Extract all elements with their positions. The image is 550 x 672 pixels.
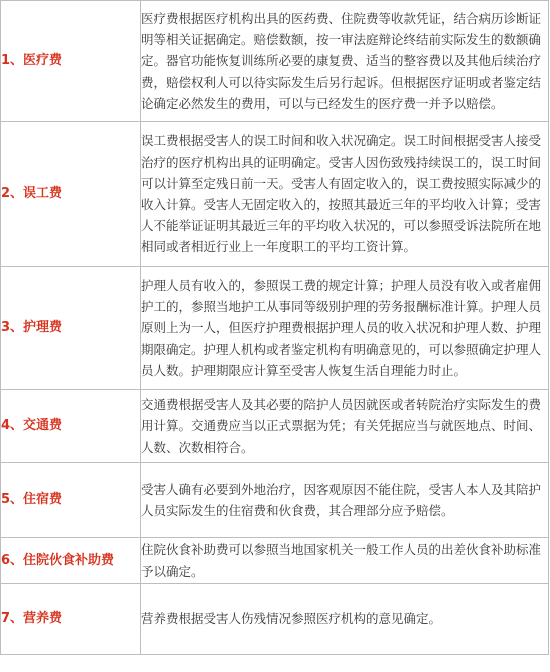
item-description-cell: 营养费根据受害人伤残情况参照医疗机构的意见确定。: [141, 584, 549, 655]
item-description-cell: 住院伙食补助费可以参照当地国家机关一般工作人员的出差伙食补助标准予以确定。: [141, 538, 549, 584]
item-name-cell: 1、医疗费: [1, 1, 141, 122]
item-name-cell: 3、护理费: [1, 267, 141, 390]
table-row-lost-wages: [1, 122, 549, 267]
item-description-cell: 护理人员有收入的，参照误工费的规定计算；护理人员没有收入或者雇佣护工的，参照当地护工从事同等级别护理的劳务报酬标准计算。护理人员原则上为一人，但医疗护理费根据护理人员的收入状况和护理人数、护理期限确定。护理人机构或者鉴定机构有明确意见的，可以参照确定护理人员人数。护理期限应计算至受害人恢复生活自理能力时止。: [141, 267, 549, 390]
table-row-transport-expenses: [1, 390, 549, 463]
item-name-cell: 7、营养费: [1, 584, 141, 655]
item-name-cell: 6、住院伙食补助费: [1, 538, 141, 584]
item-name-cell: 4、交通费: [1, 390, 141, 463]
table-row-lodging-expenses: [1, 463, 549, 538]
table-row-medical-expenses: [1, 1, 549, 122]
item-description-cell: 交通费根据受害人及其必要的陪护人员因就医或者转院治疗实际发生的费用计算。交通费应当以正式票据为凭；有关凭据应当与就医地点、时间、人数、次数相符合。: [141, 390, 549, 463]
item-name-cell: 2、误工费: [1, 122, 141, 267]
item-description-cell: 医疗费根据医疗机构出具的医药费、住院费等收款凭证，结合病历诊断证明等相关证据确定。赔偿数额，按一审法庭辩论终结前实际发生的数额确定。器官功能恢复训练所必要的康复费、适当的整容费以及其他后续治疗费，赔偿权利人可以待实际发生后另行起诉。但根据医疗证明或者鉴定结论确定必然发生的费用，可以与已经发生的医疗费一并予以赔偿。: [141, 1, 549, 122]
table-row-meal-allowance: [1, 538, 549, 584]
item-name-cell: 5、住宿费: [1, 463, 141, 538]
table-row-nursing-expenses: [1, 267, 549, 390]
item-description-cell: 受害人确有必要到外地治疗，因客观原因不能住院，受害人本人及其陪护人员实际发生的住宿费和伙食费，其合理部分应予赔偿。: [141, 463, 549, 538]
table-row-nutrition-expenses: [1, 584, 549, 655]
item-description-cell: 误工费根据受害人的误工时间和收入状况确定。误工时间根据受害人接受治疗的医疗机构出具的证明确定。受害人因伤致残持续误工的，误工时间可以计算至定残日前一天。受害人有固定收入的，误工费按照实际减少的收入计算。受害人无固定收入的，按照其最近三年的平均收入计算；受害人不能举证证明其最近三年的平均收入状况的，可以参照受诉法院所在地相同或者相近行业上一年度职工的平均工资计算。: [141, 122, 549, 267]
